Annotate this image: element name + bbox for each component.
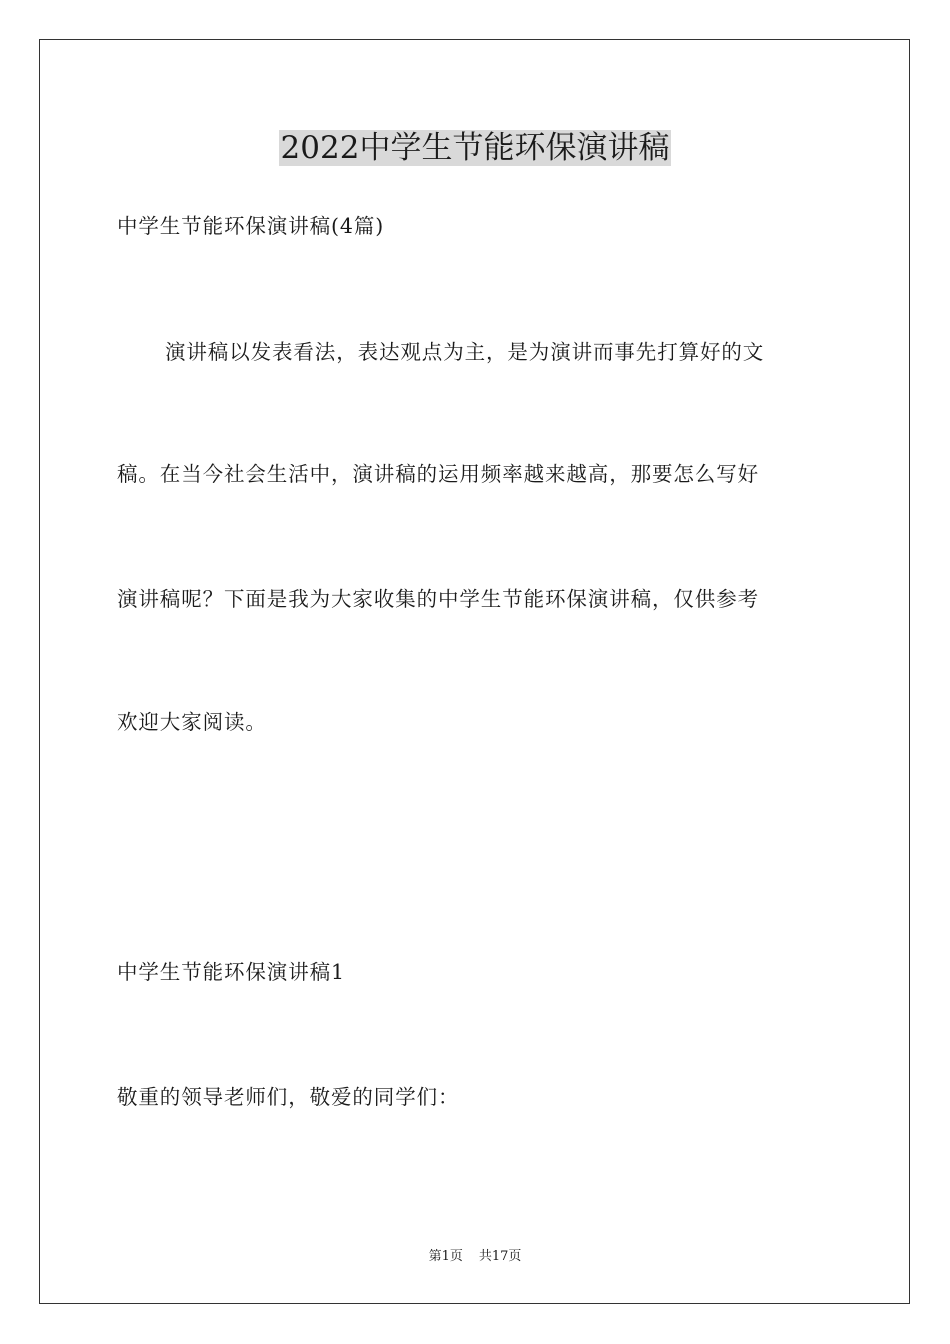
document-title xyxy=(0,128,950,168)
document-subtitle: 中学生节能环保演讲稿(4篇) xyxy=(117,214,385,238)
intro-paragraph-line-2: 稿。在当今社会生活中，演讲稿的运用频率越来越高，那要怎么写好 xyxy=(117,462,759,486)
page-total: 共17页 xyxy=(478,1249,522,1264)
intro-paragraph-line-4: 欢迎大家阅读。 xyxy=(117,710,267,734)
document-title-text: 2022中学生节能环保演讲稿 xyxy=(280,130,670,166)
section-heading: 中学生节能环保演讲稿1 xyxy=(117,960,345,984)
intro-paragraph-line-1: 演讲稿以发表看法，表达观点为主，是为演讲而事先打算好的文 xyxy=(165,340,765,364)
salutation: 敬重的领导老师们，敬爱的同学们： xyxy=(117,1085,460,1109)
intro-paragraph-line-3: 演讲稿呢？下面是我为大家收集的中学生节能环保演讲稿，仅供参考 xyxy=(117,587,759,611)
page-number: 第1页 xyxy=(428,1249,463,1264)
page-footer xyxy=(0,1248,950,1266)
